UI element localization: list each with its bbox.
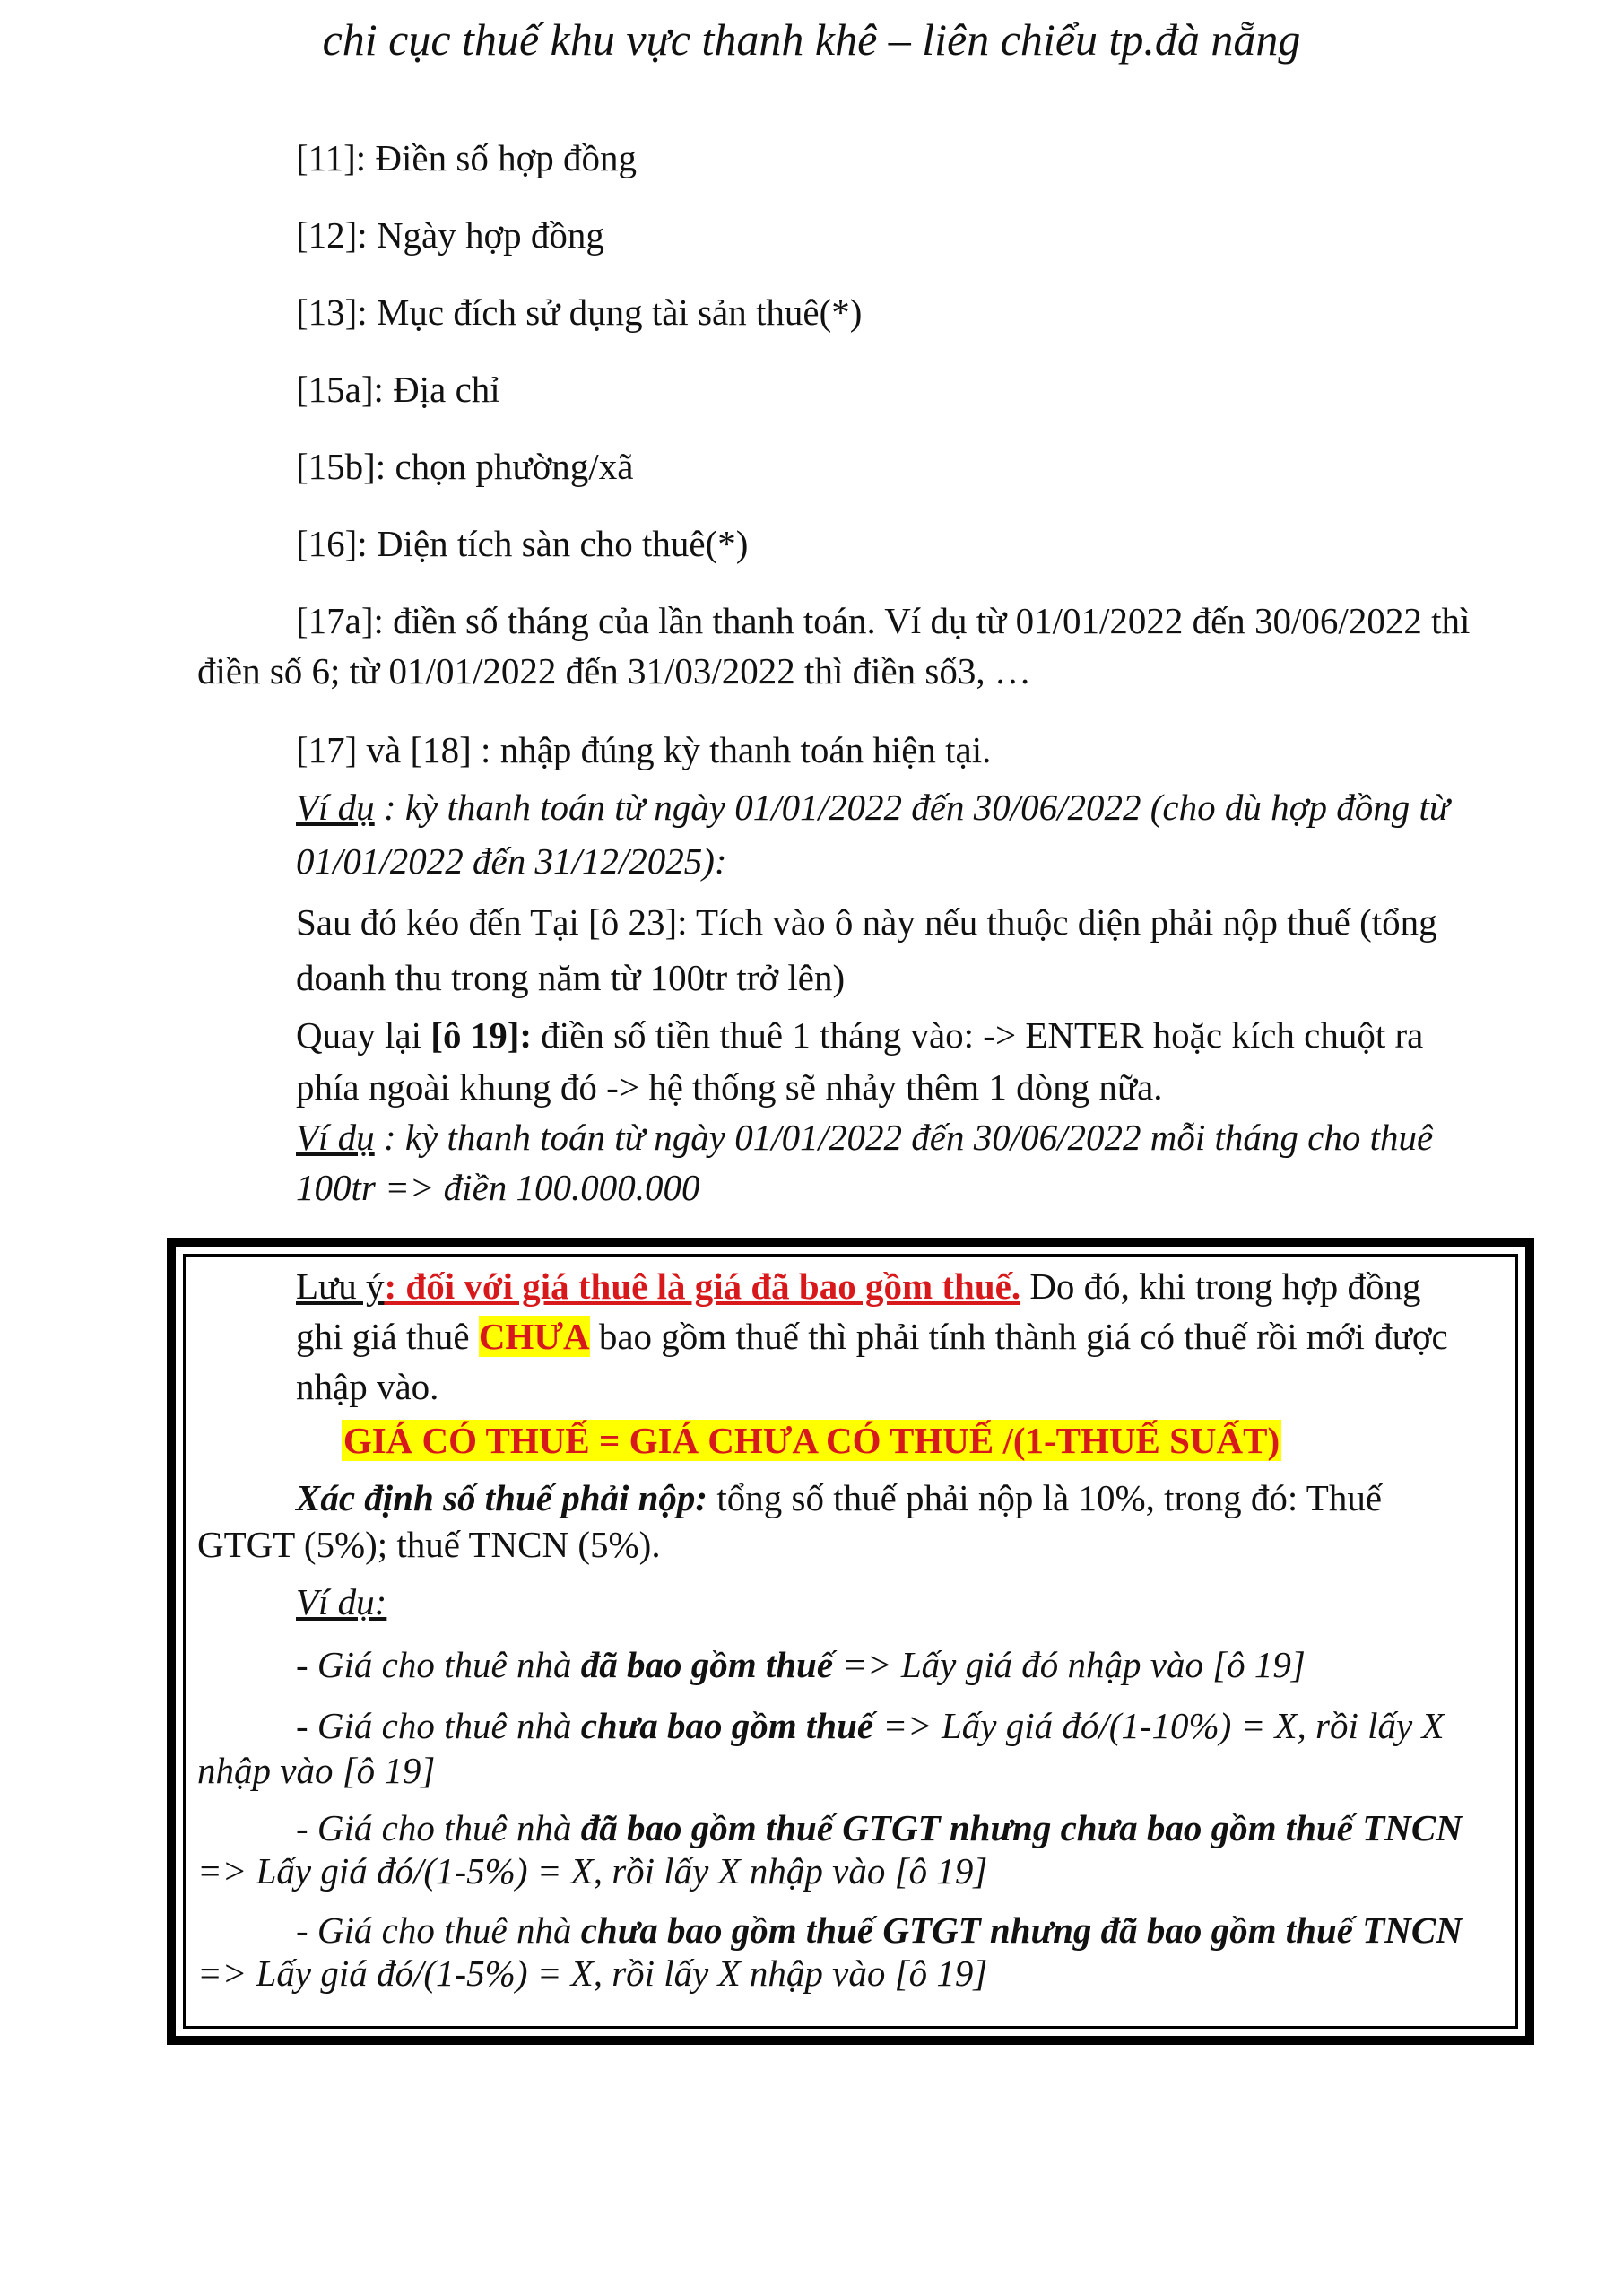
example-17-18-line1 [296, 784, 1449, 831]
note-line2-prefix: ghi giá thuê [296, 1316, 479, 1357]
field-17-18: [17] và [18] : nhập đúng kỳ thanh toán hiện tại. [296, 729, 992, 770]
note-label: Lưu ý [296, 1265, 385, 1307]
tax-formula [0, 1417, 1623, 1464]
field-11: [11]: Điền số hợp đồng [296, 137, 638, 178]
case-4-line2: => Lấy giá đó/(1-5%) = X, rồi lấy X nhập vào [ô 19] [197, 1952, 988, 1994]
field-12: [12]: Ngày hợp đồng [296, 214, 604, 256]
cell-19-ref: [ô 19]: [430, 1014, 533, 1056]
tax-line1 [296, 1474, 1382, 1521]
case-3-line2: => Lấy giá đó/(1-5%) = X, rồi lấy X nhập vào [ô 19] [197, 1850, 988, 1892]
case-1-b: đã bao gồm thuế [580, 1644, 834, 1685]
tax-line1-rest: tổng số thuế phải nộp là 10%, trong đó: Thuế [707, 1477, 1383, 1518]
example-label: Ví dụ [296, 1117, 375, 1158]
field-13: [13]: Mục đích sử dụng tài sản thuê(*) [296, 291, 863, 333]
example-17-18-line2: 01/01/2022 đến 31/12/2025): [296, 840, 727, 882]
note-line3: nhập vào. [296, 1366, 439, 1407]
case-1 [296, 1641, 1306, 1688]
case-1-a: - Giá cho thuê nhà [296, 1644, 581, 1685]
note-emphasis-chua: CHƯA [478, 1316, 590, 1357]
note-line1-rest: Do đó, khi trong hợp đồng [1020, 1265, 1421, 1307]
field-17a-line1: [17a]: điền số tháng của lần thanh toán. Ví dụ từ 01/01/2022 đến 30/06/2022 thì [296, 600, 1471, 641]
case-2-line1 [296, 1702, 1445, 1749]
field-15a: [15a]: Địa chỉ [296, 369, 500, 410]
field-16: [16]: Diện tích sàn cho thuê(*) [296, 523, 749, 564]
page-header: chi cục thuế khu vực thanh khê – liên chiểu tp.đà nẵng [322, 14, 1301, 65]
note-highlight: : đối với giá thuê là giá đã bao gồm thuế. [384, 1265, 1021, 1307]
case-2-line2: nhập vào [ô 19] [197, 1750, 436, 1791]
case-2-a: - Giá cho thuê nhà [296, 1705, 581, 1746]
example-19-line2: 100tr => điền 100.000.000 [296, 1167, 700, 1208]
example-text: : kỳ thanh toán từ ngày 01/01/2022 đến 30/06/2022 mỗi tháng cho thuê [374, 1117, 1434, 1158]
note-example-label: Ví dụ: [296, 1581, 387, 1622]
case-2-c: => Lấy giá đó/(1-10%) = X, rồi lấy X [873, 1705, 1445, 1746]
tax-line2: GTGT (5%); thuế TNCN (5%). [197, 1524, 661, 1565]
case-3-b: đã bao gồm thuế GTGT nhưng chưa bao gồm thuế TNCN [580, 1807, 1462, 1848]
field-15b: [15b]: chọn phường/xã [296, 446, 634, 487]
step-19-prefix: Quay lại [296, 1014, 431, 1056]
note-line1 [296, 1263, 1421, 1309]
step-19-rest: điền số tiền thuê 1 tháng vào: -> ENTER hoặc kích chuột ra [532, 1014, 1424, 1056]
field-17a-line2: điền số 6; từ 01/01/2022 đến 31/03/2022 thì điền số3, … [197, 650, 1031, 691]
case-2-b: chưa bao gồm thuế [580, 1705, 874, 1746]
step-23-line2: doanh thu trong năm từ 100tr trở lên) [296, 957, 846, 998]
step-19-line2: phía ngoài khung đó -> hệ thống sẽ nhảy thêm 1 dòng nữa. [296, 1066, 1163, 1108]
note-line2 [296, 1313, 1448, 1360]
case-4-a: - Giá cho thuê nhà [296, 1909, 581, 1951]
tax-formula-text: GIÁ CÓ THUẾ = GIÁ CHƯA CÓ THUẾ /(1-THUẾ SUẤT) [343, 1420, 1280, 1461]
case-4-line1 [296, 1907, 1462, 1953]
step-23-line1: Sau đó kéo đến Tại [ô 23]: Tích vào ô này nếu thuộc diện phải nộp thuế (tổng [296, 901, 1437, 943]
case-3-a: - Giá cho thuê nhà [296, 1807, 581, 1848]
case-4-b: chưa bao gồm thuế GTGT nhưng đã bao gồm thuế TNCN [580, 1909, 1462, 1951]
step-19-line1 [296, 1012, 1423, 1058]
case-3-line1 [296, 1805, 1462, 1851]
example-19-line1 [296, 1114, 1433, 1161]
example-text: : kỳ thanh toán từ ngày 01/01/2022 đến 30/06/2022 (cho dù hợp đồng từ [374, 787, 1450, 828]
example-label: Ví dụ [296, 787, 375, 828]
note-line2-rest: bao gồm thuế thì phải tính thành giá có thuế rồi mới được [589, 1316, 1448, 1357]
tax-label: Xác định số thuế phải nộp: [296, 1477, 708, 1518]
case-1-c: => Lấy giá đó nhập vào [ô 19] [833, 1644, 1306, 1685]
